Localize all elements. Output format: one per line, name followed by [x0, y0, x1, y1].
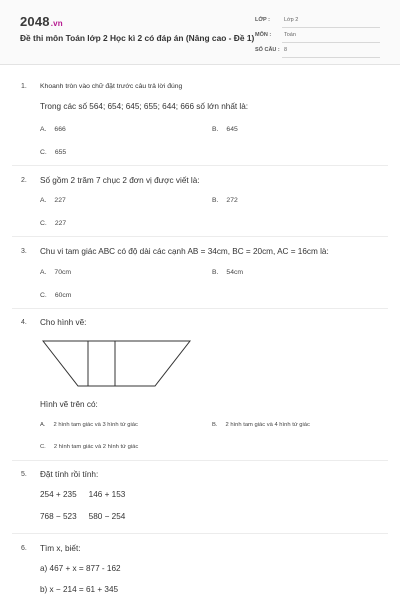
q2-option-c[interactable]: C. 227 [40, 220, 67, 227]
meta-class-label: LỚP : [255, 17, 270, 23]
q2-option-b[interactable]: B. 272 [212, 197, 238, 204]
calc-item: 768 − 523 [40, 512, 77, 521]
question-number: 6. [21, 545, 27, 552]
question-number: 2. [21, 177, 27, 184]
logo-suffix: .vn [50, 19, 63, 28]
calc-line [40, 490, 125, 499]
question-4-subtext: Hình vẽ trên có: [40, 400, 98, 409]
figure-trapezoid [43, 341, 190, 386]
question-text: Tìm x, biết: [40, 544, 81, 553]
q2-option-a[interactable]: A. 227 [40, 197, 66, 204]
question-number: 5. [21, 471, 27, 478]
calc-line [40, 512, 125, 521]
meta-subject [255, 31, 380, 41]
logo-main: 2048 [20, 14, 50, 29]
q1-option-c[interactable]: C. 655 [40, 149, 67, 156]
question-text: Chu vi tam giác ABC có độ dài các cạnh AB = 34cm, BC = 20cm, AC = 16cm là: [40, 247, 329, 256]
q4-option-b[interactable]: B. 2 hình tam giác và 4 hình tứ giác [212, 422, 310, 428]
meta-count-value: 8 [284, 47, 288, 53]
question-1-subtext: Trong các số 564; 654; 645; 655; 644; 666 số lớn nhất là: [40, 102, 249, 111]
q1-option-a[interactable]: A. 666 [40, 126, 66, 133]
q4-option-c[interactable]: C. 2 hình tam giác và 2 hình tứ giác [40, 444, 139, 450]
q1-option-b[interactable]: B. 645 [212, 126, 238, 133]
q3-option-a[interactable]: A. 70cm [40, 269, 72, 276]
question-text: Khoanh tròn vào chữ đặt trước câu trả lời đúng [40, 83, 183, 90]
q3-option-c[interactable]: C. 60cm [40, 292, 72, 299]
divider [12, 236, 388, 237]
meta-class [255, 16, 380, 26]
meta-count-underline [282, 57, 380, 58]
meta-count [255, 46, 380, 56]
divider [12, 165, 388, 166]
geometry-figure [42, 340, 192, 388]
question-number: 3. [21, 248, 27, 255]
question-number: 4. [21, 319, 27, 326]
q4-option-a[interactable]: A. 2 hình tam giác và 3 hình tứ giác [40, 422, 138, 428]
meta-class-underline [282, 27, 380, 28]
question-number: 1. [21, 83, 27, 90]
equation-a: a) 467 + x = 877 - 162 [40, 564, 121, 573]
q3-option-b[interactable]: B. 54cm [212, 269, 244, 276]
calc-item: 580 − 254 [88, 512, 126, 521]
question-text: Số gồm 2 trăm 7 chục 2 đơn vị được viết là: [40, 176, 200, 185]
divider [12, 460, 388, 461]
equation-b: b) x − 214 = 61 + 345 [40, 585, 119, 594]
meta-subject-underline [282, 42, 380, 43]
meta-subject-value: Toán [284, 32, 296, 38]
divider [12, 533, 388, 534]
calc-item: 254 + 235 [40, 490, 77, 499]
document-header [0, 0, 400, 65]
meta-count-label: SỐ CÂU : [255, 47, 280, 53]
meta-subject-label: MÔN : [255, 32, 272, 38]
question-text: Đặt tính rồi tính: [40, 470, 99, 479]
site-logo[interactable] [20, 14, 63, 29]
divider [12, 308, 388, 309]
question-text: Cho hình vẽ: [40, 318, 87, 327]
meta-class-value: Lớp 2 [284, 17, 299, 23]
document-title: Đề thi môn Toán lớp 2 Học kì 2 có đáp án (Nâng cao - Đề 1) [20, 33, 255, 43]
calc-item: 146 + 153 [88, 490, 126, 499]
